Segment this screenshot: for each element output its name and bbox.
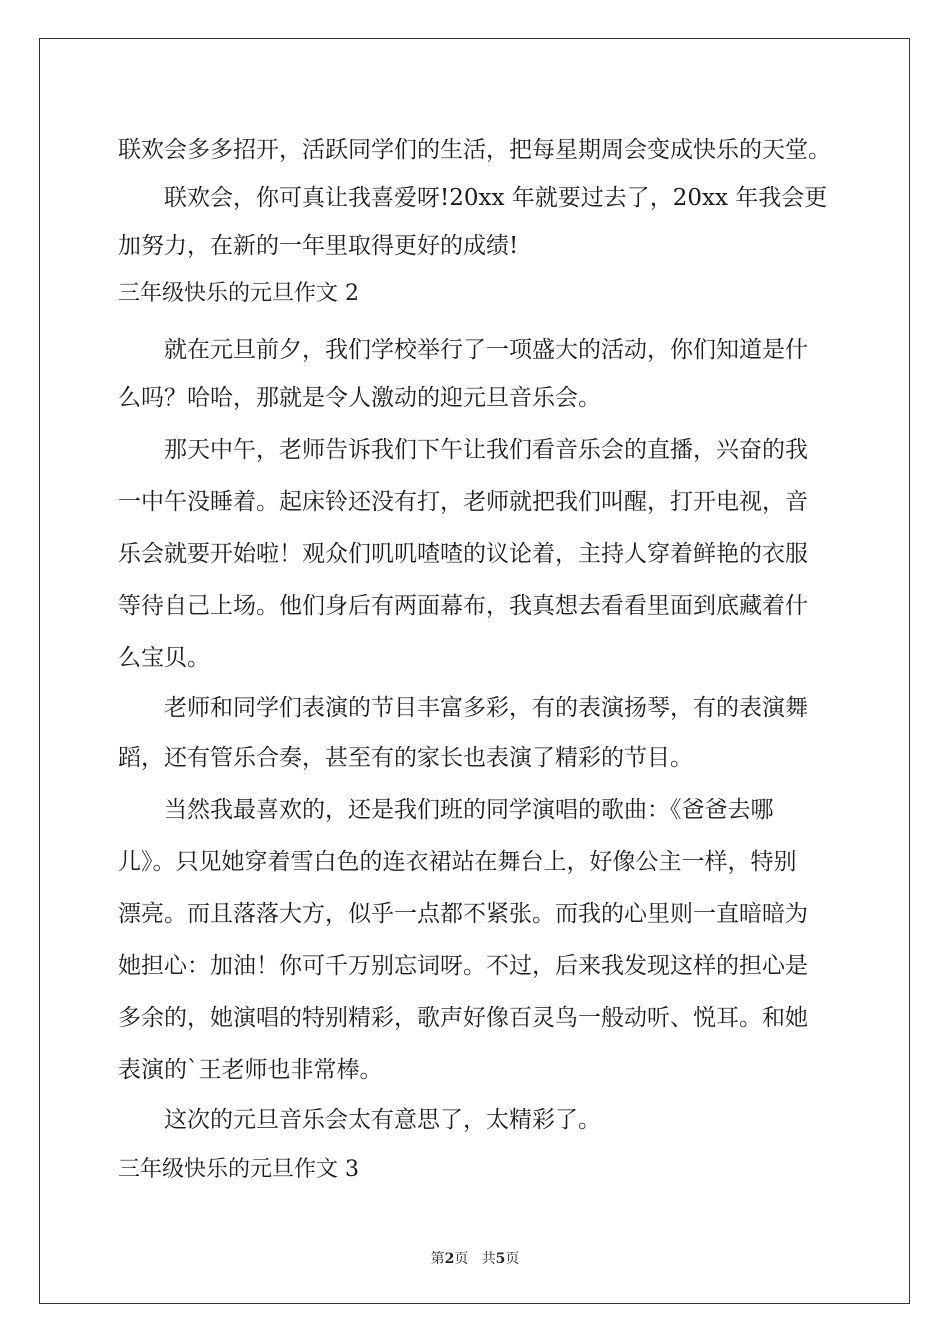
- text-line: 儿》。只见她穿着雪白色的连衣裙站在舞台上，好像公主一样，特别: [118, 849, 797, 875]
- footer-prefix: 第: [430, 1251, 445, 1267]
- text-line: 蹈，还有管乐合奏，甚至有的家长也表演了精彩的节目。: [118, 745, 693, 771]
- current-page-number: 2: [444, 1251, 455, 1267]
- text-line: 联欢会多多招开，活跃同学们的生活，把每星期周会变成快乐的天堂。: [118, 137, 831, 163]
- text-line: 这次的元旦音乐会太有意思了，太精彩了。: [164, 1107, 601, 1133]
- text-line: 表演的`王老师也非常棒。: [118, 1057, 383, 1083]
- total-pages-number: 5: [495, 1251, 506, 1267]
- text-line: 多余的，她演唱的特别精彩，歌声好像百灵鸟一般动听、悦耳。和她: [118, 1005, 808, 1031]
- text-line: 她担心：加油！你可千万别忘词呀。不过，后来我发现这样的担心是: [118, 953, 808, 979]
- section-heading: 三年级快乐的元旦作文 3: [118, 1157, 359, 1182]
- text-line: 老师和同学们表演的节目丰富多彩，有的表演扬琴，有的表演舞: [164, 695, 808, 721]
- text-line: 一中午没睡着。起床铃还没有打，老师就把我们叫醒，打开电视，音: [118, 489, 808, 515]
- section-heading: 三年级快乐的元旦作文 2: [118, 281, 359, 306]
- text-line: 么宝贝。: [118, 645, 210, 671]
- page-footer: [0, 1248, 950, 1268]
- footer-middle: 页 共: [454, 1251, 496, 1267]
- text-line: 等待自己上场。他们身后有两面幕布，我真想去看看里面到底藏着什: [118, 593, 808, 619]
- text-line: 漂亮。而且落落大方，似乎一点都不紧张。而我的心里则一直暗暗为: [118, 901, 808, 927]
- text-line: 就在元旦前夕，我们学校举行了一项盛大的活动，你们知道是什: [164, 337, 808, 363]
- text-line: 加努力，在新的一年里取得更好的成绩!: [118, 233, 519, 259]
- text-line: 联欢会，你可真让我喜爱呀!20xx 年就要过去了，20xx 年我会更: [164, 185, 828, 211]
- text-line: 么吗？哈哈，那就是令人激动的迎元旦音乐会。: [118, 385, 601, 411]
- text-line: 那天中午，老师告诉我们下午让我们看音乐会的直播，兴奋的我: [164, 437, 808, 463]
- text-line: 乐会就要开始啦！观众们叽叽喳喳的议论着，主持人穿着鲜艳的衣服: [118, 541, 808, 567]
- text-line: 当然我最喜欢的，还是我们班的同学演唱的歌曲：《爸爸去哪: [164, 797, 774, 823]
- footer-suffix: 页: [505, 1251, 520, 1267]
